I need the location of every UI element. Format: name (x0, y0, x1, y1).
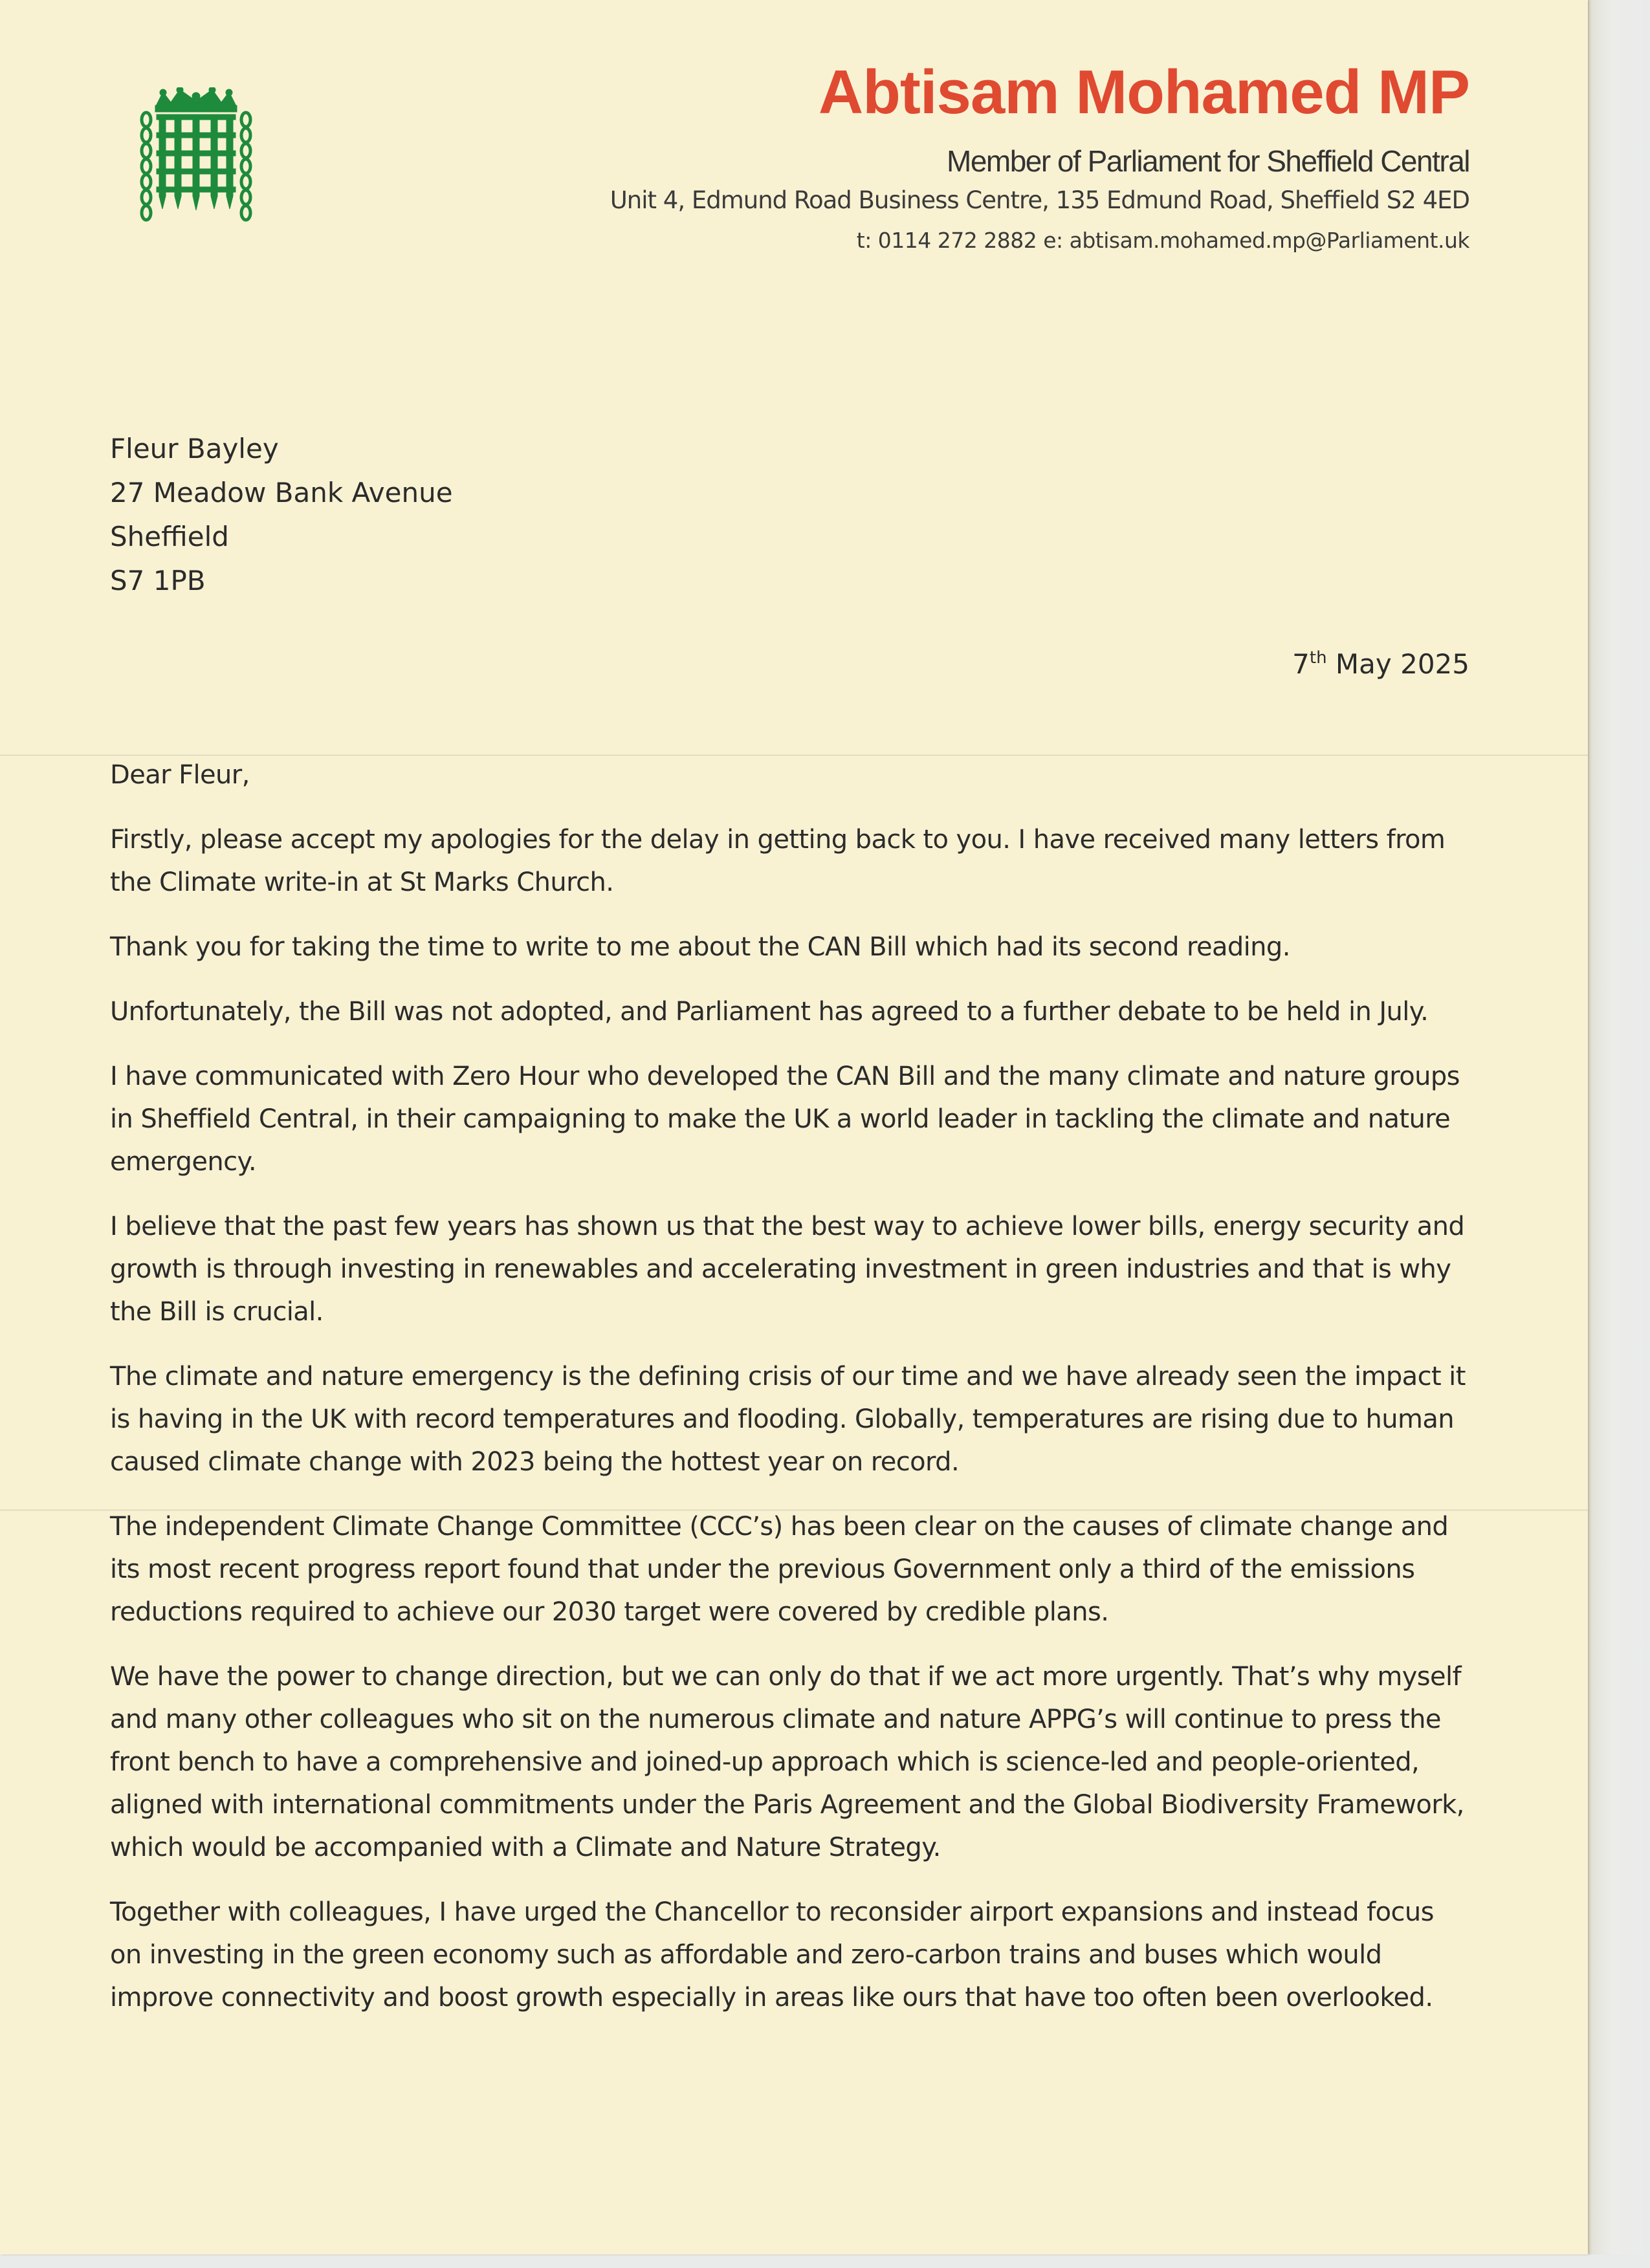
body-paragraph: The independent Climate Change Committee (CCC’s) has been clear on the causes of climate change and its most recent progress report found that under the previous Government only a third of the emissions reductions required to achieve our 2030 target were covered by credible plans. (110, 1512, 1449, 1627)
body-paragraph: The climate and nature emergency is the defining crisis of our time and we have already seen the impact it is having in the UK with record temperatures and flooding. Globally, temperatures are rising due to human caused climate change with 2023 being the hottest year on record. (110, 1362, 1466, 1477)
date-day: 7 (1292, 648, 1310, 680)
recipient-city: Sheffield (110, 521, 229, 552)
mp-constituency: Member of Parliament for Sheffield Central (947, 144, 1469, 178)
body-paragraph: Firstly, please accept my apologies for the delay in getting back to you. I have received many letters from the Climate write-in at St Marks Church. (110, 825, 1446, 897)
letter-date (1292, 648, 1469, 680)
recipient-postcode: S7 1PB (110, 565, 206, 596)
salutation: Dear Fleur, (110, 760, 250, 790)
recipient-street: 27 Meadow Bank Avenue (110, 477, 453, 508)
body-paragraph: We have the power to change direction, but we can only do that if we act more urgently. That’s why myself and many other colleagues who sit on the numerous climate and nature APPG’s will continue to press the front bench to have a comprehensive and joined-up approach which is science-led and people-oriented, aligned with international commitments under the Paris Agreement and the Global Biodiversity Framework, which would be accompanied with a Climate and Nature Strategy. (110, 1662, 1464, 1862)
scan-bottom-edge (0, 2254, 1650, 2268)
body-paragraph: Unfortunately, the Bill was not adopted, and Parliament has agreed to a further debate to be held in July. (110, 997, 1429, 1027)
body-paragraph: I believe that the past few years has shown us that the best way to achieve lower bills, energy security and growth is through investing in renewables and accelerating investment in green industries and that is why the Bill is crucial. (110, 1212, 1465, 1327)
body-paragraph: Together with colleagues, I have urged the Chancellor to reconsider airport expansions and instead focus on investing in the green economy such as affordable and zero-carbon trains and buses which would improve connectivity and boost growth especially in areas like ours that have too often been overlooked. (110, 1897, 1434, 2012)
recipient-name: Fleur Bayley (110, 433, 279, 464)
date-month-year: May 2025 (1335, 648, 1469, 680)
scan-background (1587, 0, 1650, 2268)
body-paragraph: Thank you for taking the time to write to me about the CAN Bill which had its second reading. (110, 932, 1290, 962)
contact-details: t: 0114 272 2882 e: abtisam.mohamed.mp@Parliament.uk (856, 228, 1469, 253)
letter-body (110, 754, 1469, 2041)
portcullis-icon (137, 87, 255, 224)
mp-name: Abtisam Mohamed MP (818, 58, 1469, 127)
body-paragraph: I have communicated with Zero Hour who developed the CAN Bill and the many climate and nature groups in Sheffield Central, in their campaigning to make the UK a world leader in tackling the climate and nature emergency. (110, 1062, 1460, 1177)
office-address: Unit 4, Edmund Road Business Centre, 135 Edmund Road, Sheffield S2 4ED (610, 186, 1469, 214)
recipient-address-block (110, 427, 453, 603)
date-suffix: th (1309, 648, 1327, 668)
